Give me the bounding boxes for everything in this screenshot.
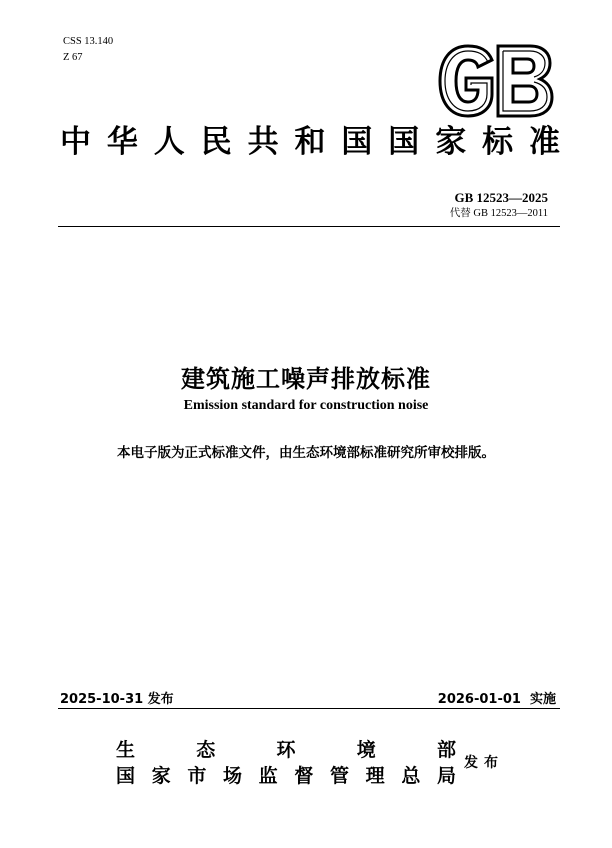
gb-logo: [436, 42, 554, 120]
publish-date: 2025-10-31 发布: [60, 692, 174, 707]
edition-note: 本电子版为正式标准文件，由生态环境部标准研究所审校排版。: [117, 445, 495, 461]
document-title-en: Emission standard for construction noise: [183, 398, 429, 413]
standard-number-block: [450, 189, 548, 222]
effective-date: 2026-01-01 实施: [437, 692, 556, 707]
issuer-samr: 国家市场监督管理总局: [116, 765, 456, 787]
ccs-code: Z 67: [63, 52, 83, 63]
document-title-cn: 建筑施工噪声排放标准: [181, 365, 431, 393]
classification-codes: [63, 34, 113, 66]
ics-code: CSS 13.140: [63, 36, 114, 47]
bottom-divider: [58, 708, 560, 709]
issue-word: 发布: [464, 755, 504, 771]
issuer-ministry: 生态环境部: [116, 739, 456, 761]
gb-logo-graphic: [436, 42, 554, 120]
replaces-standard: 代替 GB 12523—2011: [449, 208, 548, 219]
top-divider: [58, 226, 560, 227]
standard-number: GB 12523—2025: [454, 190, 548, 205]
national-standard-title: 中华人民共和国国家标准: [60, 124, 560, 160]
